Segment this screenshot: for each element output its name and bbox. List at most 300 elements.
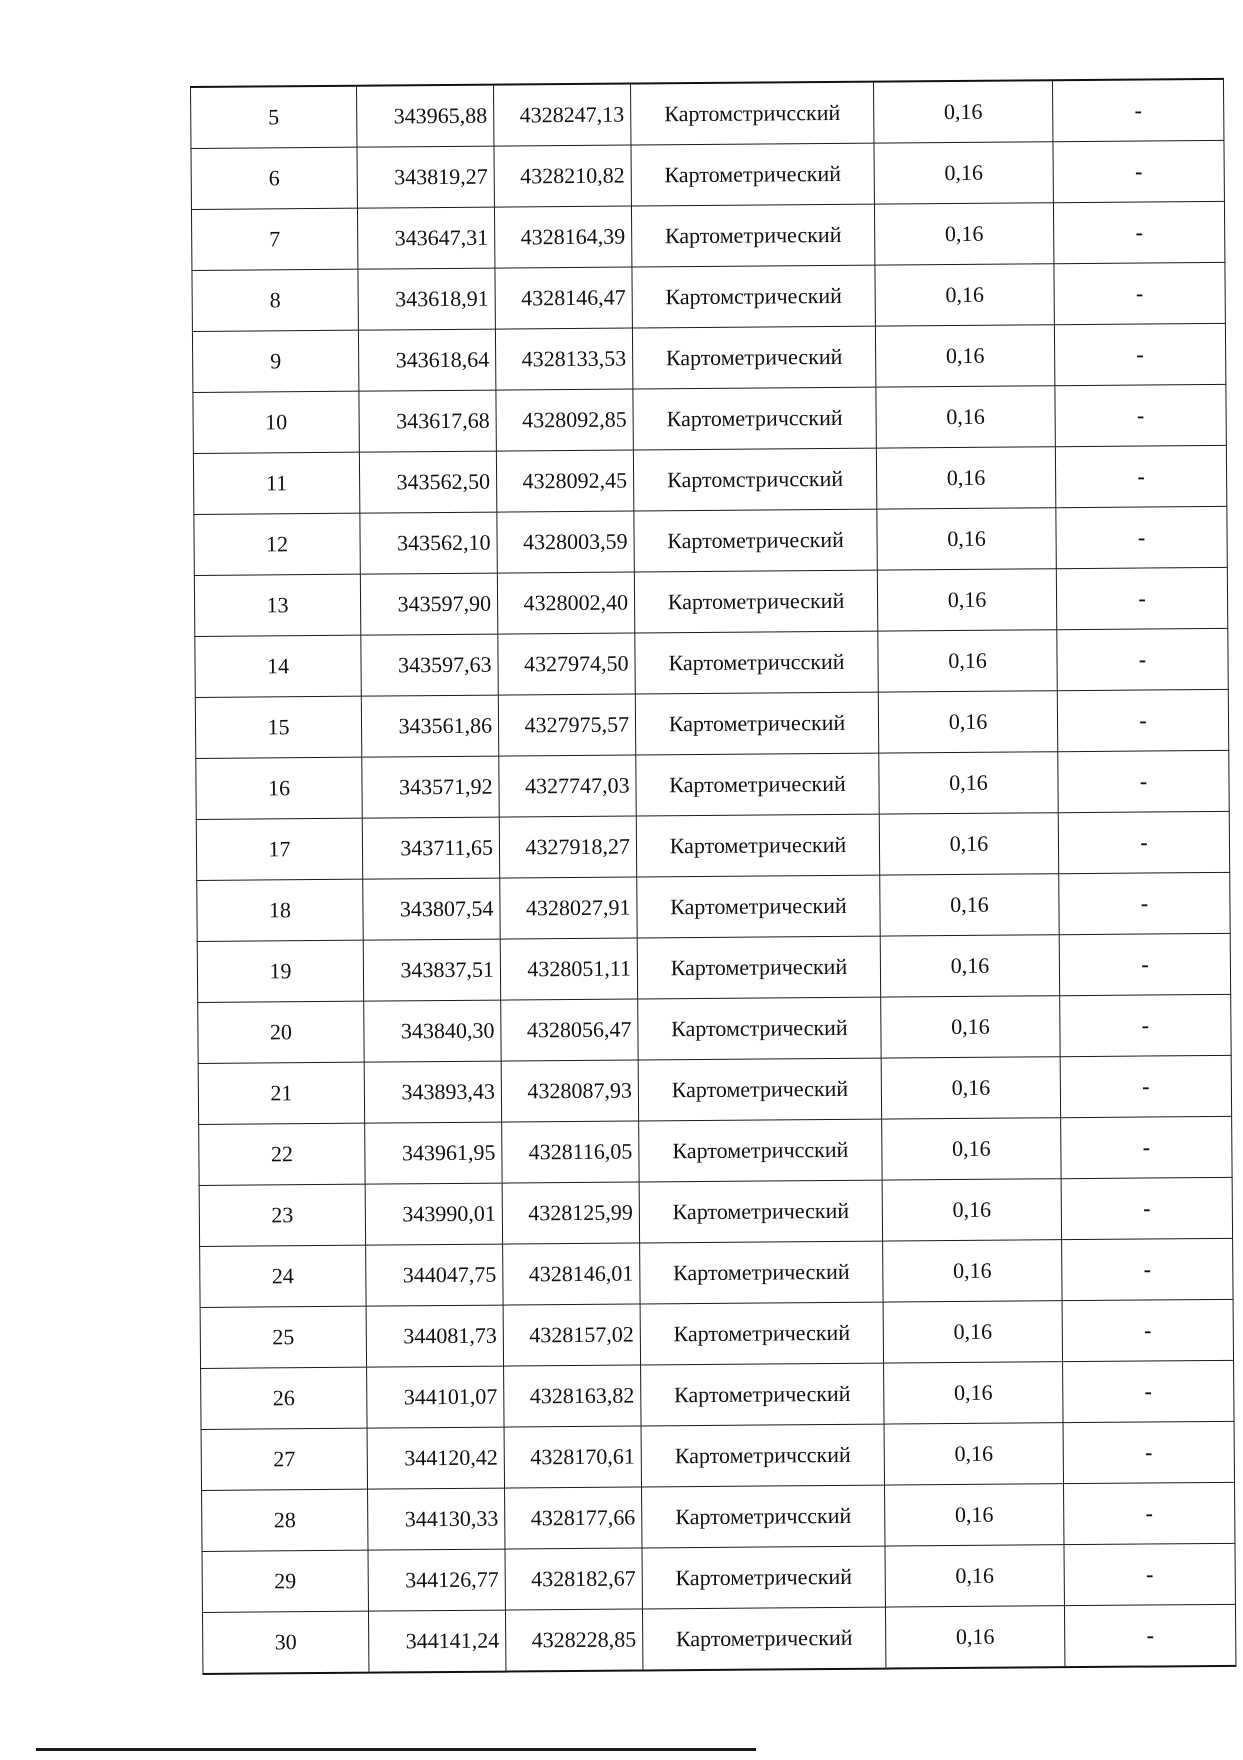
y-coordinate-cell (505, 1548, 642, 1610)
note-dash: - (1137, 463, 1145, 489)
point-number: 18 (268, 897, 292, 923)
method-text: Картометрический (675, 1563, 853, 1591)
accuracy-value: 0,16 (952, 1257, 992, 1284)
method-text: Картометрический (671, 1075, 849, 1103)
x-coordinate: 343990,01 (402, 1200, 496, 1227)
x-coordinate: 344101,07 (403, 1383, 498, 1410)
x-coordinate: 343819,27 (394, 163, 488, 190)
accuracy-value: 0,16 (951, 1013, 990, 1040)
method-text: Картометрический (670, 953, 848, 981)
note-dash: - (1144, 1317, 1152, 1343)
x-coordinate: 344120,42 (404, 1444, 498, 1471)
y-coordinate: 4328163,82 (529, 1382, 635, 1409)
method-text: Картометрический (673, 1380, 851, 1408)
x-coordinate-cell (357, 85, 494, 148)
note-dash: - (1142, 1073, 1150, 1099)
note-dash: - (1135, 280, 1144, 306)
method-text: Картометричсский (672, 1136, 849, 1164)
accuracy-value: 0,16 (948, 708, 988, 735)
method-cell (635, 692, 878, 755)
y-coordinate: 4328228,85 (531, 1626, 637, 1653)
accuracy-cell (883, 1240, 1062, 1302)
table-row (194, 506, 1227, 575)
x-coordinate: 343617,68 (396, 407, 490, 434)
x-coordinate-cell (366, 1244, 503, 1306)
x-coordinate: 343618,91 (395, 285, 489, 312)
note-dash: - (1138, 585, 1146, 611)
method-cell (631, 204, 874, 267)
accuracy-value: 0,16 (949, 830, 989, 857)
table-row (197, 872, 1230, 941)
note-dash: - (1145, 1561, 1154, 1587)
note-cell (1057, 689, 1228, 751)
accuracy-value: 0,16 (952, 1135, 991, 1162)
point-number-cell (192, 330, 358, 392)
x-coordinate-cell (357, 146, 494, 208)
y-coordinate-cell (495, 267, 632, 329)
y-coordinate-cell (498, 694, 635, 756)
table-row (198, 994, 1231, 1063)
x-coordinate: 343597,63 (397, 651, 492, 678)
note-dash: - (1144, 1439, 1153, 1465)
x-coordinate-cell (368, 1610, 505, 1673)
x-coordinate-cell (360, 512, 497, 574)
accuracy-cell (880, 874, 1059, 936)
note-cell (1064, 1543, 1235, 1605)
x-coordinate: 343837,51 (400, 956, 495, 983)
table-row (191, 201, 1224, 270)
point-number: 15 (267, 714, 290, 740)
point-number: 17 (268, 836, 291, 862)
y-coordinate: 4328087,93 (527, 1077, 632, 1104)
point-number: 29 (274, 1568, 297, 1594)
method-cell (640, 1302, 883, 1365)
y-coordinate: 4327918,27 (525, 833, 631, 860)
note-cell (1060, 994, 1231, 1056)
note-dash: - (1136, 402, 1145, 428)
method-text: Картометрический (673, 1319, 851, 1347)
method-cell (639, 1119, 882, 1182)
point-number-cell (194, 513, 360, 575)
accuracy-cell (885, 1606, 1064, 1669)
note-cell (1063, 1360, 1234, 1422)
method-cell (634, 570, 877, 633)
accuracy-value: 0,16 (945, 281, 985, 308)
accuracy-value: 0,16 (955, 1562, 995, 1589)
note-dash: - (1138, 646, 1147, 672)
y-coordinate-cell (500, 938, 637, 1000)
y-coordinate-cell (503, 1243, 640, 1305)
point-number: 30 (274, 1629, 297, 1655)
method-cell (639, 1180, 882, 1243)
y-coordinate-cell (497, 511, 634, 573)
note-dash: - (1143, 1195, 1151, 1221)
y-coordinate-cell (496, 450, 633, 512)
point-number: 16 (267, 775, 291, 801)
x-coordinate-cell (364, 1000, 501, 1062)
y-coordinate: 4328146,01 (528, 1260, 634, 1287)
accuracy-cell (878, 630, 1057, 692)
method-cell (630, 82, 873, 145)
y-coordinate: 4328157,02 (529, 1321, 634, 1348)
point-number: 20 (269, 1019, 293, 1045)
table-row (191, 140, 1224, 209)
method-cell (633, 448, 876, 511)
note-cell (1064, 1604, 1235, 1667)
method-cell (635, 631, 878, 694)
method-text: Картометричсский (668, 648, 845, 676)
y-coordinate-cell (501, 1060, 638, 1122)
y-coordinate: 4328002,40 (523, 589, 629, 616)
note-cell (1060, 1055, 1231, 1117)
note-cell (1055, 384, 1226, 446)
note-dash: - (1135, 219, 1143, 245)
x-coordinate: 343711,65 (400, 834, 494, 861)
x-coordinate-cell (359, 451, 496, 513)
method-cell (642, 1546, 885, 1609)
point-number-cell (196, 757, 362, 819)
method-text: Картометрический (670, 892, 847, 920)
note-cell (1058, 750, 1229, 812)
coordinates-table-body (191, 79, 1236, 1674)
x-coordinate: 343893,43 (401, 1078, 496, 1105)
method-cell (632, 265, 875, 328)
x-coordinate-cell (360, 573, 497, 635)
x-coordinate-cell (361, 634, 498, 696)
x-coordinate-cell (362, 817, 499, 879)
point-number-cell (195, 696, 361, 758)
point-number-cell (199, 1184, 365, 1246)
x-coordinate-cell (368, 1549, 505, 1611)
note-dash: - (1139, 768, 1148, 794)
y-coordinate: 4328182,67 (531, 1565, 636, 1592)
accuracy-cell (876, 386, 1055, 448)
accuracy-cell (880, 935, 1059, 997)
note-cell (1054, 323, 1225, 385)
accuracy-cell (877, 508, 1056, 570)
accuracy-cell (873, 80, 1052, 143)
accuracy-cell (879, 813, 1058, 875)
y-coordinate: 4328092,85 (522, 406, 627, 433)
accuracy-value: 0,16 (944, 159, 984, 186)
accuracy-cell (879, 752, 1058, 814)
point-number-cell (201, 1428, 367, 1490)
note-dash: - (1142, 1134, 1151, 1160)
table-row (192, 323, 1225, 392)
accuracy-value: 0,16 (950, 891, 989, 918)
accuracy-cell (882, 1179, 1061, 1241)
table-row (194, 567, 1227, 636)
y-coordinate: 4328056,47 (526, 1016, 632, 1043)
point-number: 19 (269, 958, 292, 984)
x-coordinate-cell (364, 1061, 501, 1123)
y-coordinate: 4328125,99 (528, 1199, 633, 1226)
method-text: Картометричсский (675, 1502, 852, 1530)
note-dash: - (1137, 524, 1146, 550)
note-cell (1058, 811, 1229, 873)
accuracy-value: 0,16 (944, 220, 984, 247)
table-row (202, 1543, 1235, 1612)
point-number-cell (198, 1001, 364, 1063)
method-text: Картомстрический (671, 1014, 848, 1042)
accuracy-value: 0,16 (949, 769, 988, 796)
method-cell (638, 1058, 881, 1121)
x-coordinate: 343647,31 (394, 224, 489, 251)
note-cell (1053, 201, 1224, 263)
x-coordinate-cell (368, 1488, 505, 1550)
accuracy-value: 0,16 (951, 1074, 991, 1101)
method-text: Картометрический (664, 221, 842, 249)
accuracy-value: 0,16 (954, 1440, 994, 1467)
note-cell (1059, 933, 1230, 995)
x-coordinate: 343562,10 (396, 529, 491, 556)
y-coordinate: 4328092,45 (522, 467, 628, 494)
point-number-cell (196, 818, 362, 880)
table-row (201, 1421, 1234, 1490)
note-dash: - (1141, 1012, 1150, 1038)
x-coordinate-cell (358, 329, 495, 391)
accuracy-value: 0,16 (943, 98, 983, 125)
y-coordinate: 4328146,47 (521, 284, 626, 311)
method-text: Картометрический (668, 709, 846, 737)
method-cell (634, 509, 877, 572)
point-number-cell (193, 452, 359, 514)
method-cell (641, 1363, 884, 1426)
note-cell (1052, 79, 1223, 142)
accuracy-cell (881, 1057, 1060, 1119)
note-dash: - (1140, 890, 1149, 916)
point-number-cell (202, 1611, 368, 1674)
method-cell (641, 1424, 884, 1487)
note-dash: - (1140, 829, 1148, 855)
x-coordinate: 343571,92 (398, 773, 493, 800)
y-coordinate-cell (503, 1304, 640, 1366)
y-coordinate: 4328247,13 (519, 101, 625, 128)
table-row (199, 1177, 1232, 1246)
note-cell (1055, 445, 1226, 507)
x-coordinate: 343562,50 (396, 468, 491, 495)
x-coordinate: 344081,73 (403, 1322, 497, 1349)
y-coordinate: 4328210,82 (520, 162, 625, 189)
x-coordinate: 343597,90 (397, 590, 492, 617)
point-number-cell (191, 147, 357, 209)
accuracy-value: 0,16 (953, 1379, 993, 1406)
table-row (196, 811, 1229, 880)
x-coordinate: 343807,54 (399, 895, 494, 922)
x-coordinate-cell (357, 207, 494, 269)
table-row (201, 1360, 1234, 1429)
accuracy-value: 0,16 (946, 403, 985, 430)
x-coordinate: 344047,75 (402, 1261, 497, 1288)
table-row (196, 750, 1229, 819)
x-coordinate-cell (365, 1183, 502, 1245)
table-row (200, 1238, 1233, 1307)
y-coordinate-cell (494, 145, 631, 207)
note-cell (1061, 1177, 1232, 1239)
note-cell (1064, 1482, 1235, 1544)
table-row (200, 1299, 1233, 1368)
point-number-cell (200, 1245, 366, 1307)
y-coordinate-cell (498, 633, 635, 695)
method-cell (642, 1607, 885, 1670)
point-number-cell (200, 1306, 366, 1368)
point-number-cell (202, 1550, 368, 1612)
point-number-cell (197, 940, 363, 1002)
y-coordinate-cell (501, 999, 638, 1061)
x-coordinate-cell (362, 756, 499, 818)
method-text: Картометрический (672, 1258, 850, 1286)
note-dash: - (1141, 951, 1149, 977)
method-text: Картомстричсский (667, 465, 844, 493)
x-coordinate-cell (367, 1427, 504, 1489)
point-number: 11 (265, 470, 288, 496)
point-number: 9 (270, 348, 282, 374)
x-coordinate-cell (367, 1366, 504, 1428)
x-coordinate-cell (366, 1305, 503, 1367)
x-coordinate-cell (365, 1122, 502, 1184)
accuracy-cell (878, 691, 1057, 753)
point-number-cell (192, 269, 358, 331)
method-text: Картометрический (667, 526, 844, 554)
accuracy-value: 0,16 (954, 1501, 994, 1528)
table-row (202, 1482, 1235, 1551)
accuracy-cell (884, 1423, 1063, 1485)
point-number-cell (191, 208, 357, 270)
x-coordinate-cell (363, 878, 500, 940)
point-number-cell (195, 635, 361, 697)
note-dash: - (1139, 707, 1147, 733)
method-cell (636, 753, 879, 816)
method-text: Картометрический (664, 160, 842, 188)
y-coordinate: 4328027,91 (525, 894, 631, 921)
bottom-rule-line (36, 1748, 756, 1751)
note-cell (1062, 1238, 1233, 1300)
coordinates-table-wrapper (190, 78, 1217, 1675)
point-number: 25 (272, 1324, 295, 1350)
point-number: 23 (271, 1202, 294, 1228)
note-cell (1054, 262, 1225, 324)
accuracy-value: 0,16 (947, 525, 986, 552)
note-dash: - (1146, 1622, 1154, 1648)
y-coordinate-cell (499, 816, 636, 878)
point-number: 24 (271, 1263, 294, 1289)
accuracy-cell (885, 1484, 1064, 1546)
method-text: Картомстричсский (664, 99, 841, 127)
y-coordinate: 4327974,50 (523, 650, 629, 677)
point-number: 21 (270, 1080, 293, 1106)
point-number: 27 (273, 1446, 296, 1472)
x-coordinate: 343961,95 (401, 1139, 496, 1166)
table-row (202, 1604, 1235, 1674)
table-row (191, 79, 1224, 149)
point-number: 10 (265, 409, 288, 435)
y-coordinate: 4328164,39 (520, 223, 626, 250)
point-number: 13 (266, 592, 289, 618)
y-coordinate: 4328177,66 (530, 1504, 636, 1531)
method-text: Картометрический (669, 831, 847, 859)
accuracy-cell (877, 569, 1056, 631)
method-cell (638, 997, 881, 1060)
method-cell (637, 875, 880, 938)
x-coordinate: 344130,33 (404, 1505, 499, 1532)
point-number-cell (194, 574, 360, 636)
point-number: 14 (266, 653, 290, 679)
y-coordinate-cell (494, 206, 631, 268)
x-coordinate: 343840,30 (400, 1017, 495, 1044)
method-text: Картометрический (675, 1624, 853, 1652)
y-coordinate-cell (504, 1365, 641, 1427)
method-text: Картометрический (669, 770, 846, 798)
table-row (195, 628, 1228, 697)
y-coordinate: 4327747,03 (524, 772, 630, 799)
point-number: 22 (270, 1141, 293, 1167)
point-number-cell (199, 1123, 365, 1185)
x-coordinate-cell (361, 695, 498, 757)
point-number-cell (193, 391, 359, 453)
y-coordinate-cell (493, 84, 630, 147)
point-number: 5 (268, 104, 280, 130)
point-number-cell (197, 879, 363, 941)
x-coordinate-cell (359, 390, 496, 452)
y-coordinate-cell (496, 389, 633, 451)
table-row (195, 689, 1228, 758)
method-text: Картометрический (672, 1197, 850, 1225)
x-coordinate: 344141,24 (405, 1627, 500, 1654)
method-cell (633, 387, 876, 450)
accuracy-cell (885, 1545, 1064, 1607)
point-number: 26 (272, 1385, 295, 1411)
note-dash: - (1144, 1378, 1153, 1404)
accuracy-value: 0,16 (950, 952, 990, 979)
x-coordinate-cell (363, 939, 500, 1001)
x-coordinate-cell (358, 268, 495, 330)
accuracy-value: 0,16 (953, 1318, 993, 1345)
table-row (197, 933, 1230, 1002)
method-cell (632, 326, 875, 389)
method-cell (631, 143, 874, 206)
accuracy-value: 0,16 (952, 1196, 992, 1223)
point-number: 7 (269, 226, 281, 252)
accuracy-cell (875, 325, 1054, 387)
accuracy-cell (874, 142, 1053, 204)
note-cell (1056, 506, 1227, 568)
note-cell (1063, 1421, 1234, 1483)
accuracy-cell (882, 1118, 1061, 1180)
note-cell (1053, 140, 1224, 202)
method-cell (636, 814, 879, 877)
table-row (193, 445, 1226, 514)
x-coordinate: 343618,64 (395, 346, 490, 373)
method-text: Картомстрический (665, 282, 842, 310)
note-cell (1057, 628, 1228, 690)
accuracy-value: 0,16 (945, 342, 985, 369)
accuracy-cell (875, 264, 1054, 326)
y-coordinate: 4328116,05 (528, 1138, 633, 1165)
method-text: Картометрический (667, 587, 845, 615)
note-dash: - (1134, 97, 1142, 123)
note-dash: - (1136, 341, 1144, 367)
point-number-cell (191, 86, 357, 149)
y-coordinate: 4328170,61 (530, 1443, 635, 1470)
accuracy-cell (883, 1301, 1062, 1363)
note-cell (1056, 567, 1227, 629)
y-coordinate: 4328003,59 (522, 528, 628, 555)
note-dash: - (1145, 1500, 1153, 1526)
note-cell (1059, 872, 1230, 934)
note-dash: - (1143, 1256, 1152, 1282)
coordinates-table (190, 78, 1236, 1675)
method-text: Картометрический (665, 343, 843, 371)
